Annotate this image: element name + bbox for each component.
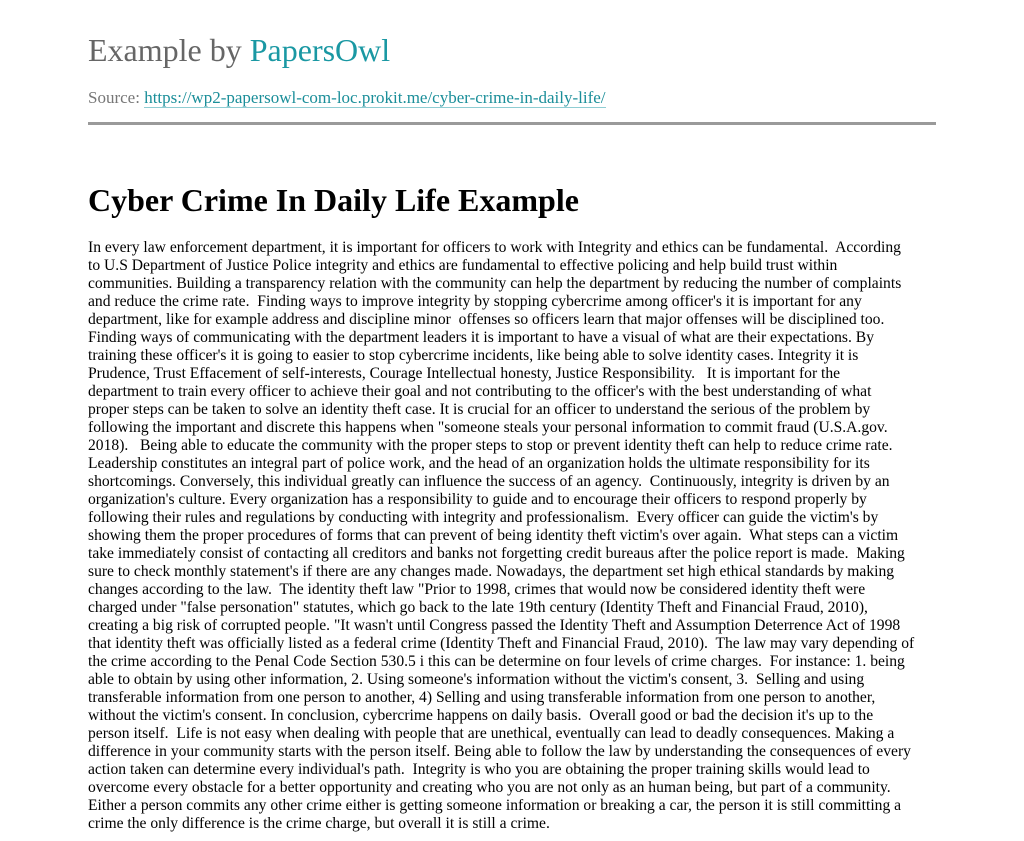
body-line: training these officer's it is going to easier to stop cybercrime incidents, like being able to solve identity cases. Integrity it is xyxy=(88,347,859,364)
brand-prefix: Example by xyxy=(88,32,250,68)
brand-name: PapersOwl xyxy=(249,32,391,68)
body-line: department, like for example address and discipline minor offenses so officers learn that major offenses will be disciplined too. xyxy=(88,311,885,328)
body-line: that identity theft was officially listed as a federal crime (Identity Theft and Financial Fraud, 2010). The law may vary depending of xyxy=(88,635,915,652)
body-line: transferable information from one person to another, 4) Selling and using transferable information from one person to another, xyxy=(88,689,876,706)
body-line: to U.S Department of Justice Police integrity and ethics are fundamental to effective policing and help build trust within xyxy=(88,257,838,274)
body-line: person itself. Life is not easy when dealing with people that are unethical, eventually can lead to deadly consequences. Making a xyxy=(88,725,895,742)
body-line: In every law enforcement department, it is important for officers to work with Integrity and ethics can be fundamental. According xyxy=(88,239,901,256)
body-line: 2018). Being able to educate the community with the proper steps to stop or prevent identity theft can help to reduce crime rate. xyxy=(88,437,893,454)
body-line: difference in your community starts with the person itself. Being able to follow the law by understanding the consequences of every xyxy=(88,743,911,760)
brand-heading xyxy=(88,30,390,70)
body-line: Either a person commits any other crime either is getting someone information or breaking a car, the person it is still committing a xyxy=(88,797,902,814)
body-line: shortcomings. Conversely, this individual greatly can influence the success of an agency. Continuously, integrity is driven by an xyxy=(88,473,890,490)
source-line xyxy=(88,87,606,109)
body-line: the crime according to the Penal Code Section 530.5 i this can be determine on four levels of crime charges. For instance: 1. being xyxy=(88,653,905,670)
body-line: showing them the proper procedures of forms that can prevent of being identity theft victim's over again. What steps can a victim xyxy=(88,527,899,544)
body-line: Finding ways of communicating with the department leaders it is important to have a visual of what are their expectations. By xyxy=(88,329,874,346)
body-line: crime the only difference is the crime charge, but overall it is still a crime. xyxy=(88,815,550,832)
body-line: charged under "false personation" statutes, which go back to the late 19th century (Identity Theft and Financial Fraud, 2010), xyxy=(88,599,868,616)
body-line: department to train every officer to achieve their goal and not contributing to the officer's with the best understanding of what xyxy=(88,383,872,400)
source-label: Source: xyxy=(88,88,145,107)
body-line: action taken can determine every individual's path. Integrity is who you are obtaining the proper training skills would lead to xyxy=(88,761,870,778)
source-link[interactable]: https://wp2-papersowl-com-loc.prokit.me/cyber-crime-in-daily-life/ xyxy=(144,88,606,107)
body-line: sure to check monthly statement's if there are any changes made. Nowadays, the department set high ethical standards by making xyxy=(88,563,895,580)
body-line: Leadership constitutes an integral part of police work, and the head of an organization holds the ultimate responsibility for its xyxy=(88,455,870,472)
body-line: proper steps can be taken to solve an identity theft case. It is crucial for an officer to understand the serious of the problem by xyxy=(88,401,871,418)
body-line: overcome every obstacle for a better opportunity and creating who you are not only as an human being, but part of a community. xyxy=(88,779,891,796)
body-line: Prudence, Trust Effacement of self-interests, Courage Intellectual honesty, Justice Responsibility. It is important for the xyxy=(88,365,841,382)
header-divider xyxy=(88,122,936,125)
body-line: organization's culture. Every organization has a responsibility to guide and to encourage their officers to respond properly by xyxy=(88,491,867,508)
article-body xyxy=(88,239,948,833)
body-line: without the victim's consent. In conclusion, cybercrime happens on daily basis. Overall good or bad the decision it's up to the xyxy=(88,707,874,724)
body-line: and reduce the crime rate. Finding ways to improve integrity by stopping cybercrime among officer's it is important for any xyxy=(88,293,862,310)
body-line: communities. Building a transparency relation with the community can help the department by reducing the number of complaints xyxy=(88,275,902,292)
article-title: Cyber Crime In Daily Life Example xyxy=(88,182,579,218)
body-line: creating a big risk of corrupted people. "It wasn't until Congress passed the Identity Theft and Assumption Deterrence Act of 1998 xyxy=(88,617,901,634)
body-line: able to obtain by using other information, 2. Using someone's information without the victim's consent, 3. Selling and using xyxy=(88,671,865,688)
body-line: following their rules and regulations by conducting with integrity and professionalism. Every officer can guide the victim's by xyxy=(88,509,879,526)
body-line: changes according to the law. The identity theft law "Prior to 1998, crimes that would now be considered identity theft were xyxy=(88,581,866,598)
body-line: following the important and discrete this happens when "someone steals your personal information to commit fraud (U.S.A.gov. xyxy=(88,419,888,436)
body-line: take immediately consist of contacting all creditors and banks not forgetting credit bureaus after the police report is made. Making xyxy=(88,545,905,562)
